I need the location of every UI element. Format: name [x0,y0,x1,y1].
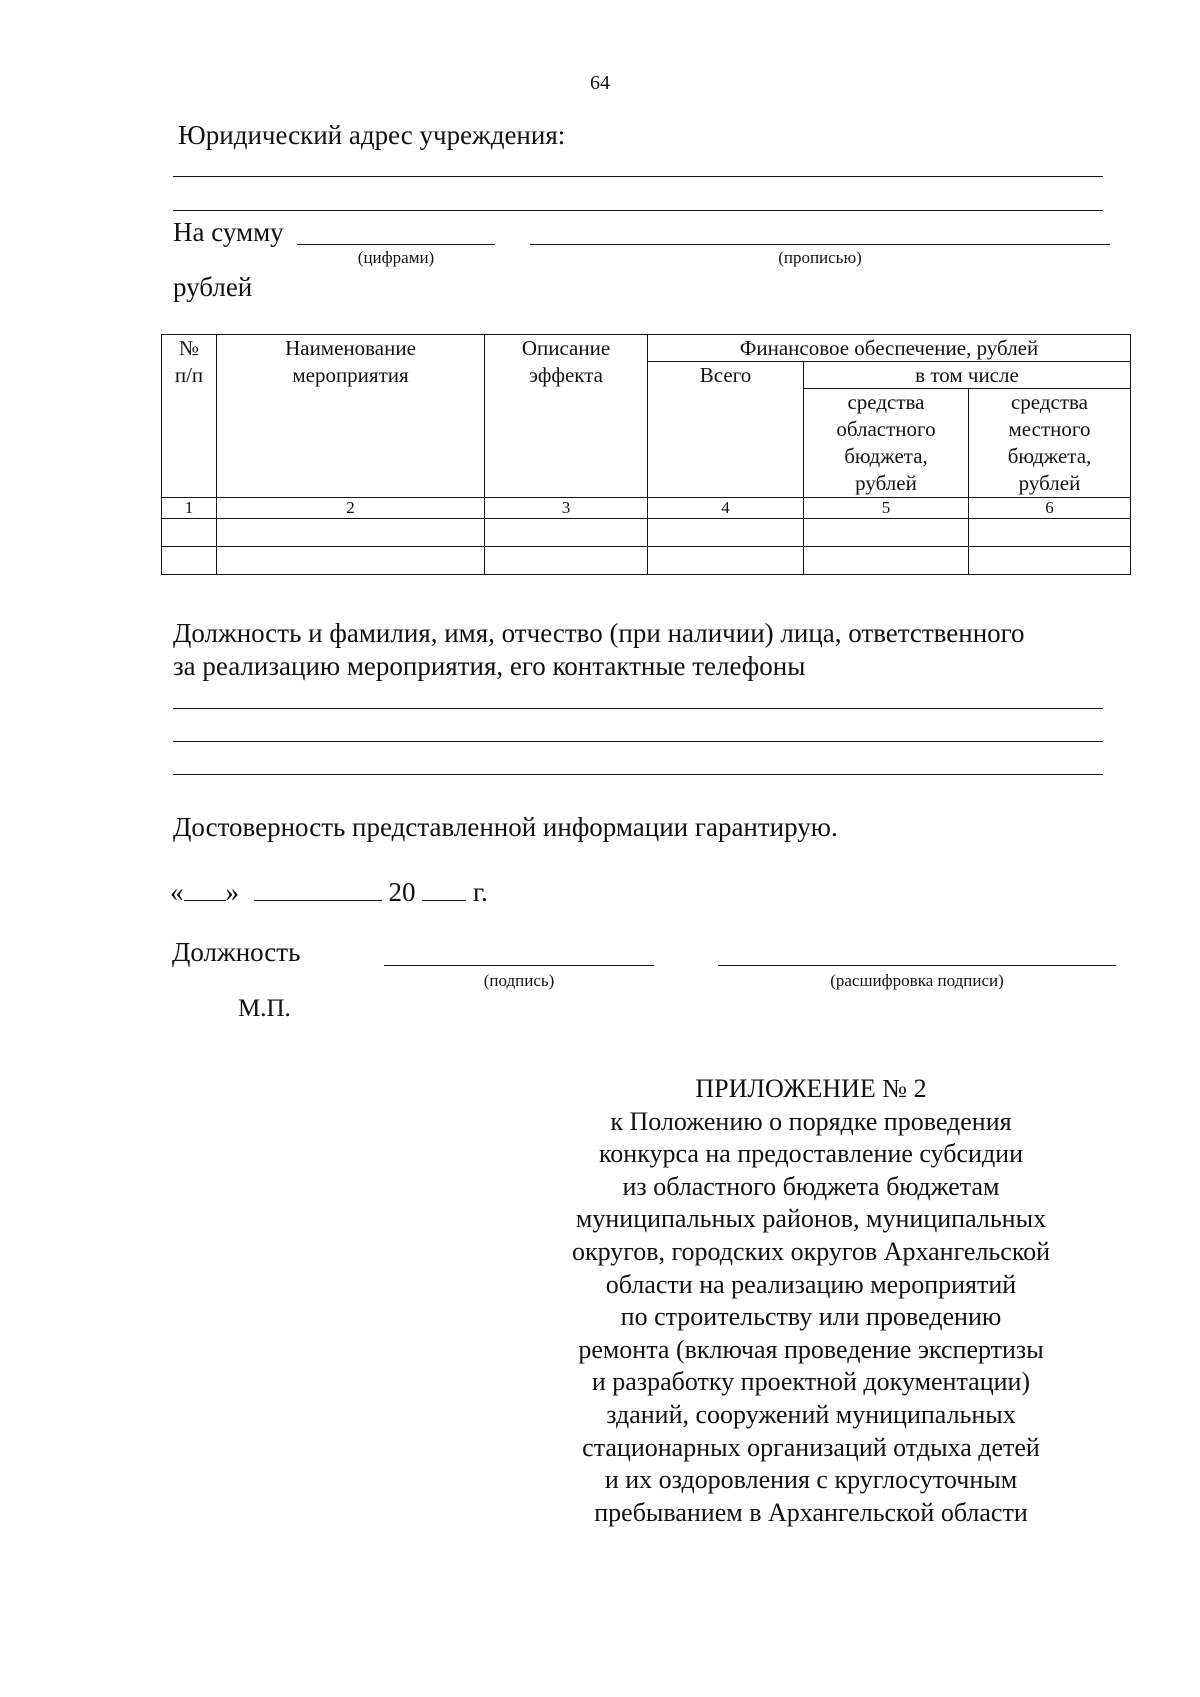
appendix-line: стационарных организаций отдыха детей [582,1432,1040,1462]
appendix-title: ПРИЛОЖЕНИЕ № 2 [695,1074,927,1103]
responsible-line-2[interactable] [173,741,1103,742]
sum-currency: рублей [173,272,253,302]
appendix-line: и их оздоровления с круглосуточным [604,1465,1018,1495]
stamp-label: М.П. [238,995,291,1022]
appendix-line: области на реализацию мероприятий [605,1269,1017,1299]
table-cell[interactable] [969,547,1131,575]
financing-table [161,334,1131,575]
column-number: 6 [969,498,1131,519]
date-year-blank[interactable] [422,876,466,901]
sum-digits-line[interactable] [297,244,495,245]
legal-address-line-2[interactable] [173,210,1103,211]
date-line: « » 20 г. [170,877,488,907]
sum-digits-caption: (цифрами) [357,248,435,267]
appendix-line: округов, городских округов Архангельской [571,1236,1051,1266]
responsible-line-1[interactable] [173,708,1103,709]
date-day-blank[interactable] [184,876,226,901]
legal-address-label: Юридический адрес учреждения: [178,120,566,150]
responsible-text-line-1: Должность и фамилия, имя, отчество (при наличии) лица, ответственного [173,618,1025,648]
sum-label: На сумму [173,217,284,247]
table-cell[interactable] [217,519,485,547]
date-month-blank[interactable] [254,876,382,901]
appendix-line: из областного бюджета бюджетам [622,1171,1000,1201]
appendix-line: к Положению о порядке проведения [610,1106,1012,1136]
table-cell[interactable] [485,519,648,547]
column-number: 3 [485,498,648,519]
guarantee-text: Достоверность представленной информации гарантирую. [173,812,838,842]
appendix-line: ремонта (включая проведение экспертизы [578,1334,1044,1364]
column-number: 4 [648,498,804,519]
table-cell[interactable] [804,519,969,547]
appendix-line: зданий, сооружений муниципальных [606,1399,1016,1429]
responsible-line-3[interactable] [173,774,1103,775]
column-number: 2 [217,498,485,519]
table-cell[interactable] [485,547,648,575]
header-effect-description: Описание эффекта [485,335,648,498]
header-total: Всего [648,362,804,498]
table-cell[interactable] [648,519,804,547]
responsible-text-line-2: за реализацию мероприятия, его контактные телефоны [173,651,806,681]
table-cell[interactable] [162,547,217,575]
appendix-block [535,1073,1087,1529]
header-financing: Финансовое обеспечение, рублей [648,335,1131,362]
header-regional-budget: средства областного бюджета, рублей [804,389,969,498]
header-including: в том числе [804,362,1131,389]
column-number: 1 [162,498,217,519]
table-row [162,519,1131,547]
appendix-line: пребыванием в Архангельской области [594,1497,1028,1527]
signature-decoding-line[interactable] [718,965,1116,966]
page-number: 64 [590,72,610,94]
table-row [162,547,1131,575]
legal-address-line-1[interactable] [173,176,1103,177]
signature-line[interactable] [384,965,654,966]
table-cell[interactable] [969,519,1131,547]
sum-words-caption: (прописью) [778,248,862,267]
sum-words-line[interactable] [530,244,1110,245]
table-cell[interactable] [162,519,217,547]
header-number: № п/п [162,335,217,498]
appendix-line: муниципальных районов, муниципальных [575,1204,1047,1234]
table-cell[interactable] [648,547,804,575]
appendix-line: конкурса на предоставление субсидии [599,1139,1023,1169]
signature-caption: (подпись) [483,971,555,990]
table-cell[interactable] [804,547,969,575]
column-number: 5 [804,498,969,519]
table-cell[interactable] [217,547,485,575]
column-number-row [162,498,1131,519]
header-event-name: Наименование мероприятия [217,335,485,498]
appendix-line: и разработку проектной документации) [591,1367,1031,1397]
signature-decoding-caption: (расшифровка подписи) [830,971,1004,990]
appendix-line: по строительству или проведению [620,1302,1002,1332]
position-label: Должность [172,937,301,967]
header-local-budget: средства местного бюджета, рублей [969,389,1131,498]
